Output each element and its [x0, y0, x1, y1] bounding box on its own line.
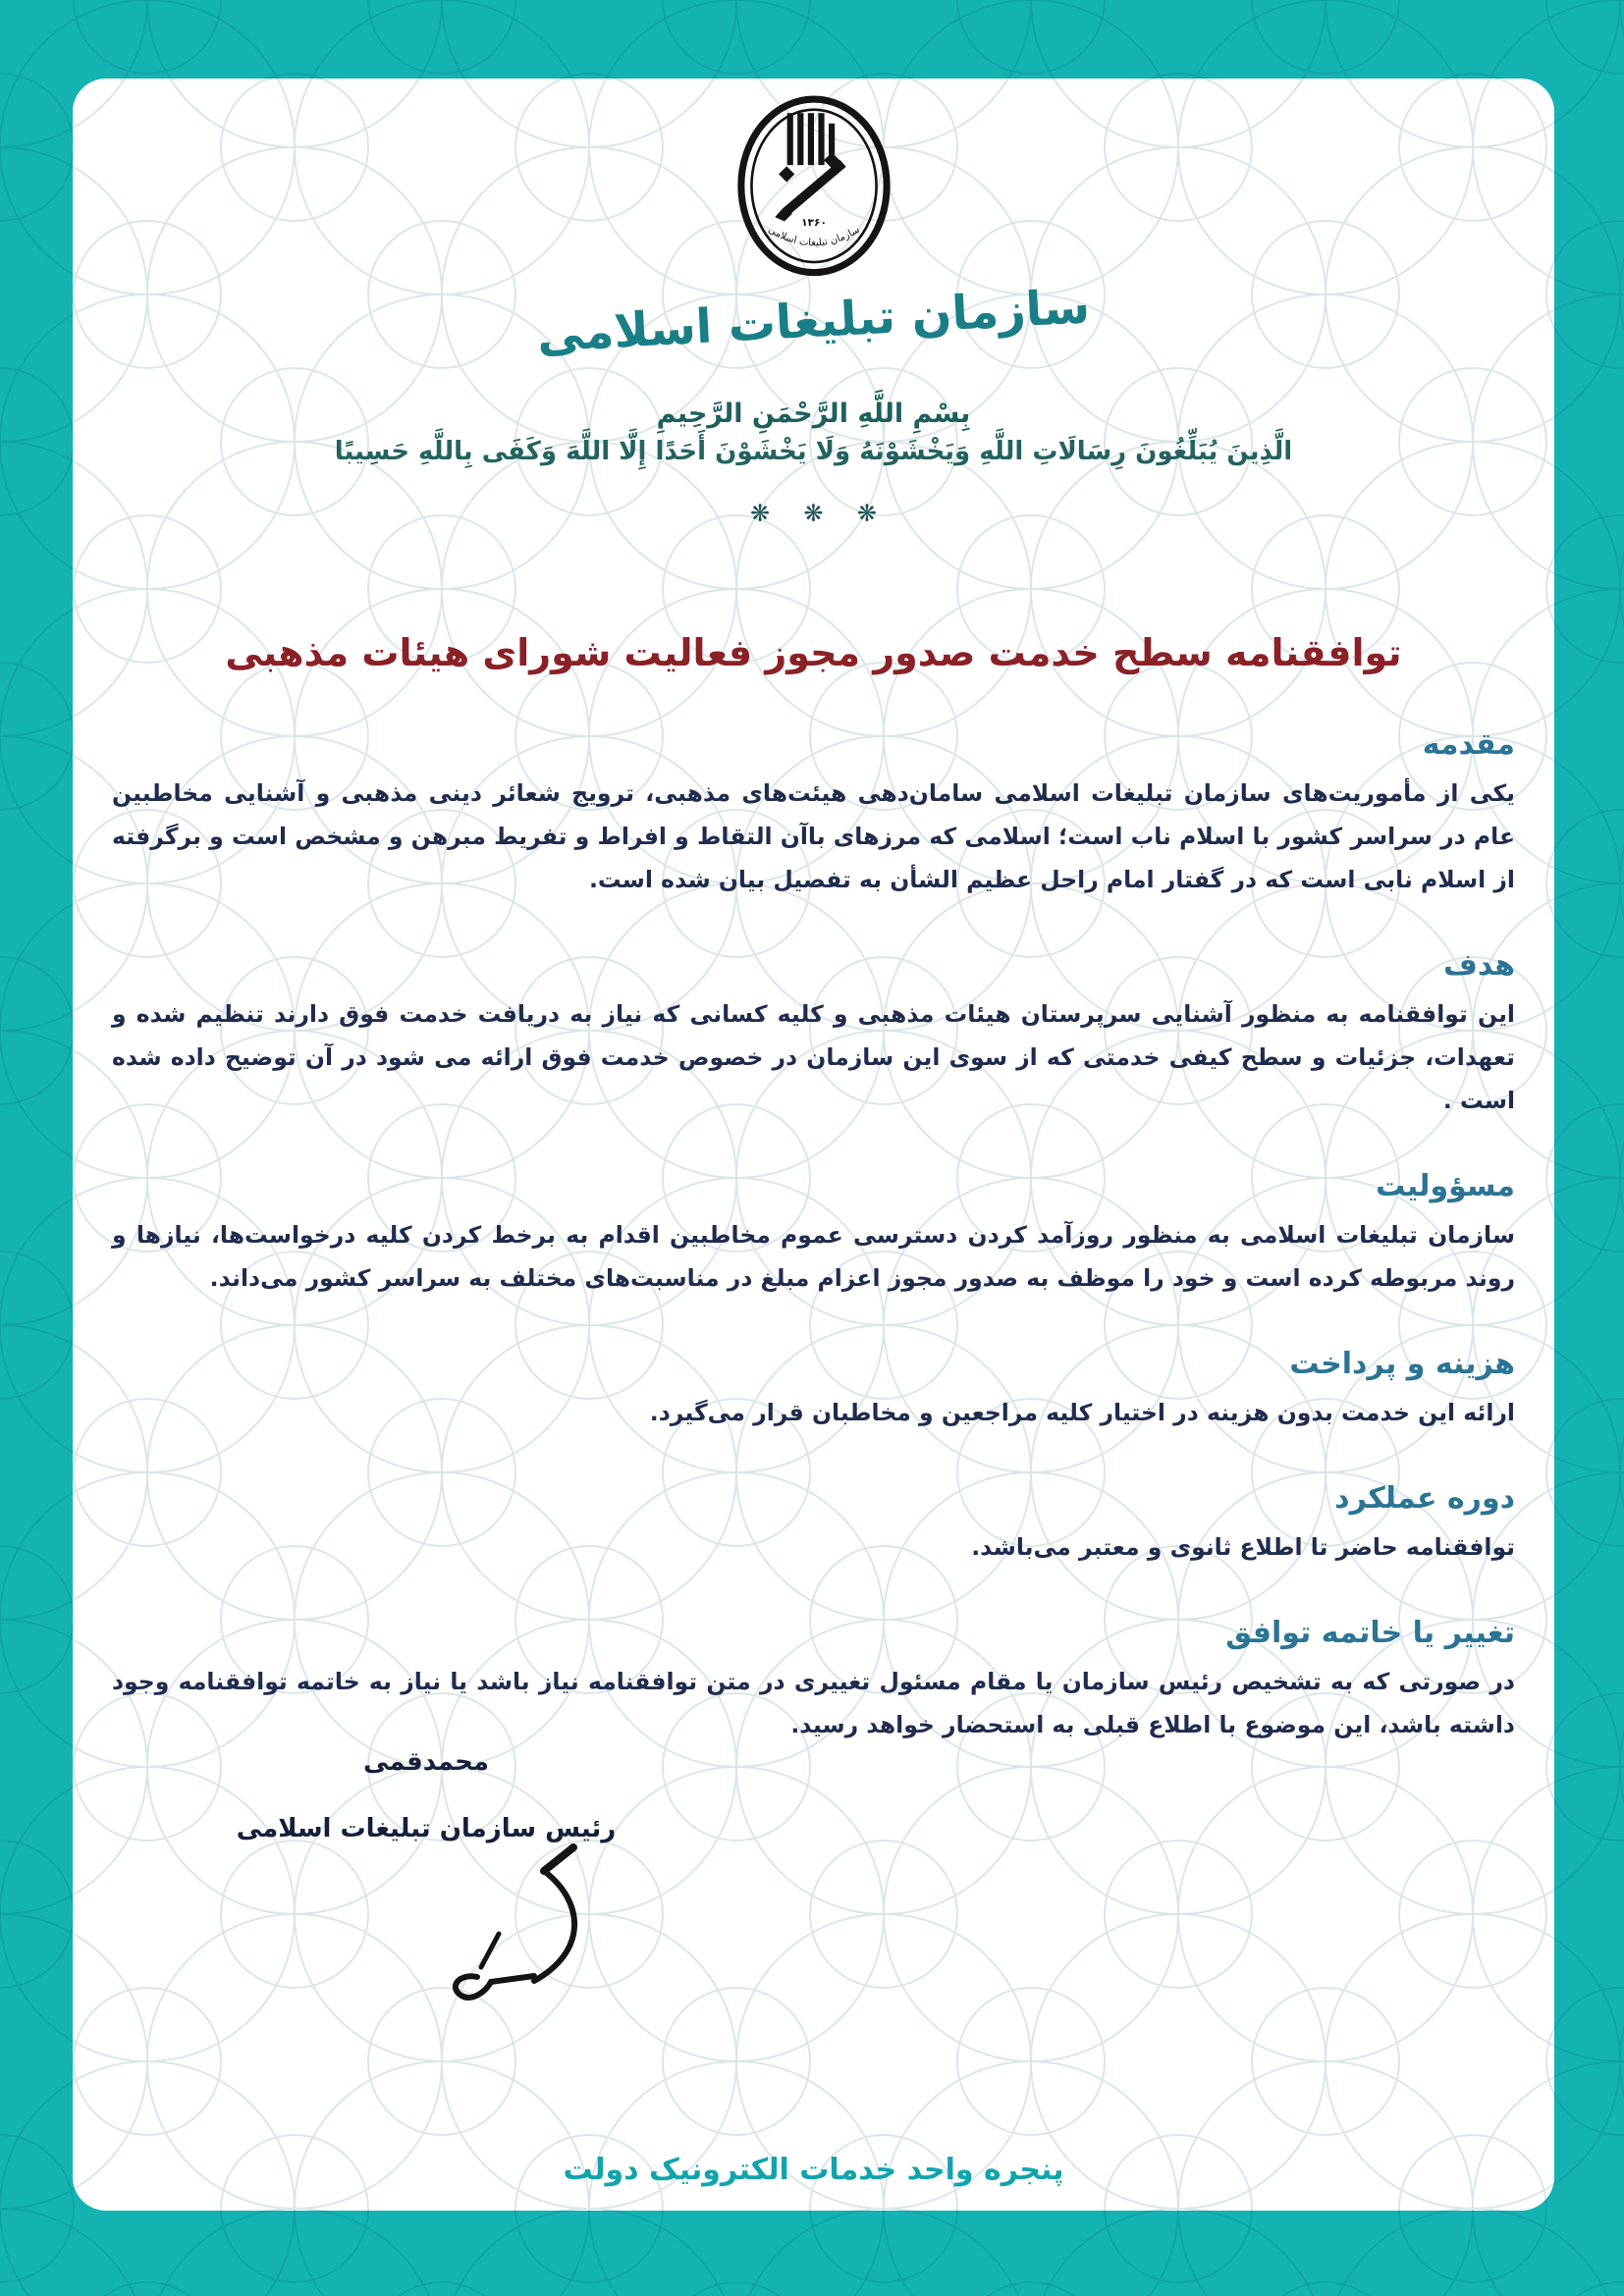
section-heading: هزینه و پرداخت — [1289, 1347, 1515, 1381]
footer-service-label: پنجره واحد خدمات الکترونیک دولت — [563, 2153, 1064, 2187]
section-heading: هدف — [1443, 948, 1515, 983]
quran-verse: الَّذِينَ يُبَلِّغُونَ رِسَالَاتِ اللَّهِ وَيَخْشَوْنَهُ وَلَا يَخْشَوْنَ أَحَدًا إِلَّا اللَّهَ وَكَفَى بِاللَّهِ حَسِيبًا — [334, 437, 1293, 466]
signer-role: رئیس سازمان تبلیغات اسلامی — [236, 1814, 617, 1843]
org-calligraphy: سازمان تبلیغات اسلامی — [535, 279, 1092, 363]
section-heading: دوره عملکرد — [1334, 1481, 1515, 1516]
document-title: توافقنامه سطح خدمت صدور مجوز فعالیت شورای هیئات مذهبی — [225, 631, 1402, 674]
allah-kufic-mark — [775, 113, 845, 221]
signature-block — [200, 1747, 652, 1843]
section-body: در صورتی که به تشخیص رئیس سازمان یا مقام مسئول تغییری در متن توافقنامه نیاز باشد یا نیاز به خاتمه توافقنامه وجود داشته باشد، این موضوع با اطلاع قبلی به استحضار خواهد رسید. — [112, 1668, 1515, 1738]
section-body: این توافقنامه به منظور آشنایی سرپرستان هیئات مذهبی و کلیه کسانی که نیاز به دریافت خدمت فوق دارند تنظیم شده و تعهدات، جزئیات و سطح کیفی خدمتی که از سوی این سازمان در خصوص خدمت فوق ارائه می شود در آن توضیح داده شده است . — [112, 1000, 1515, 1114]
handwritten-signature — [418, 1838, 624, 2014]
section-body: یکی از مأموریت‌های سازمان تبلیغات اسلامی سامان‌دهی هیئت‌های مذهبی، ترویج شعائر دینی مذهبی و آشنایی مخاطبین عام در سراسر کشور با اسلام ناب است؛ اسلامی که مرزهای باآن التقاط و افراط و تفریط مبرهن و مشخص است و برگرفته از اسلام نابی است که در گفتار امام راحل عظیم الشأن به تفصیل بیان شده است. — [112, 779, 1515, 893]
section-heading: مقدمه — [1422, 727, 1515, 762]
bismillah-line: بِسْمِ اللَّهِ الرَّحْمَنِ الرَّحِيمِ — [656, 399, 971, 429]
section-responsibility — [112, 1169, 1515, 1300]
ornament-asterisks: ❋ ❋ ❋ — [749, 500, 878, 527]
org-emblem-icon — [731, 92, 896, 285]
signer-name: محمدقمی — [362, 1747, 490, 1777]
section-body: توافقنامه حاضر تا اطلاع ثانوی و معتبر می‌باشد. — [971, 1533, 1515, 1561]
section-goal — [112, 948, 1515, 1122]
section-performance-period — [112, 1481, 1515, 1569]
section-body: سازمان تبلیغات اسلامی به منظور روزآمد کردن دسترسی عموم مخاطبین اقدام به برخط کردن کلیه درخواست‌ها، نیازها و روند مربوطه کرده است و خود را موظف به صدور مجوز اعزام مبلغ در مناسبت‌های مختلف به سراسر کشور می‌داند. — [112, 1221, 1515, 1292]
emblem-org-name: سازمان تبلیغات اسلامی — [765, 224, 862, 249]
section-change-termination — [112, 1616, 1515, 1746]
letter-body — [73, 79, 1554, 2211]
emblem-year: ۱۳۶۰ — [800, 216, 827, 229]
section-cost-payment — [112, 1347, 1515, 1434]
section-heading: تغییر یا خاتمه توافق — [1225, 1616, 1515, 1650]
org-emblem — [73, 92, 1554, 289]
section-introduction — [112, 727, 1515, 901]
section-body: ارائه این خدمت بدون هزینه در اختیار کلیه مراجعین و مخاطبان قرار می‌گیرد. — [649, 1399, 1515, 1426]
section-heading: مسؤولیت — [1376, 1169, 1515, 1203]
